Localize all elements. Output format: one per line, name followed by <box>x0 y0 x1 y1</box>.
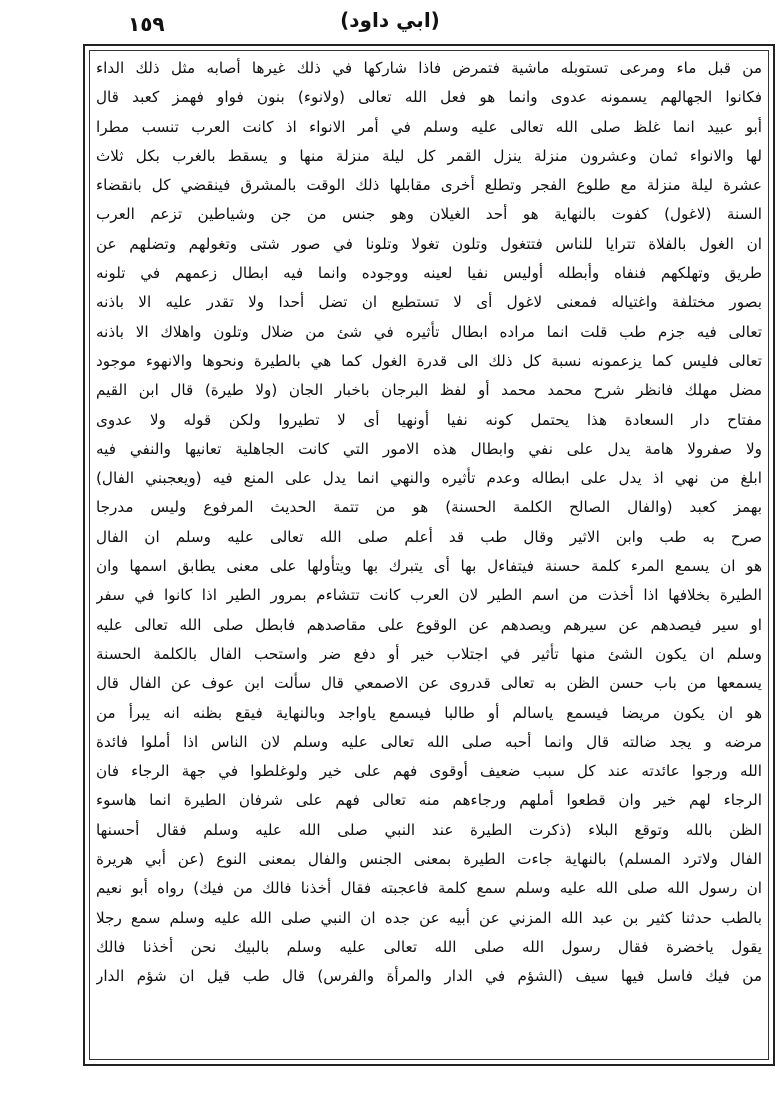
text-line: فكانوا الجهالهم يسمونه عدوى وانما هو فعل الله تعالى (ولانوء) بنون فواو فهمز كعبد قال <box>96 88 762 107</box>
text-line: الظن بالله وتوقع البلاء (ذكرت الطيرة عند النبي صلى الله عليه وسلم فقال أحسنها <box>96 820 762 839</box>
page-number: ١٥٩ <box>128 12 165 36</box>
text-line: مفتاح دار السعادة هذا يحتمل كونه نفيا أونهيا أى لا تطيروا ولكن قوله ولا عدوى <box>96 410 762 429</box>
text-line: الطيرة بخلافها اذا أخذت من اسم الطير لان العرب كانت تتشاءم بمرور الطير اذا كانوا في سفر <box>96 586 762 605</box>
running-title: (ابي داود) <box>340 8 440 32</box>
arabic-text-block <box>96 54 762 1054</box>
text-line: ابلغ من نهي اذ يدل على ابطاله وعدم تأثيره والنهي انما يدل على المنع فيه (ويعجبني الفال) <box>96 469 762 488</box>
text-line: بصور مختلفة واغتياله فمعنى لاغول أى لا تستطيع ان تضل أحدا ولا تقدر عليه الا باذنه <box>96 293 762 312</box>
text-line: مرضه و يجد ضالته قال وانما أحبه صلى الله تعالى عليه وسلم لان الناس اذا أملوا فائدة <box>96 732 762 751</box>
text-line: يسمعها من باب حسن الظن به تعالى قدروى عن الاصمعي قال سألت ابن عوف عن الفال قال <box>96 674 762 693</box>
text-line: لها والانواء ثمان وعشرون منزلة ينزل القمر كل ليلة منزلة منها و يسقط بالغرب بكل ثلاث <box>96 146 762 165</box>
text-line: صرح به طب وابن الاثير وقال طب قد أعلم صلى الله تعالى عليه وسلم ان الفال <box>96 527 762 546</box>
text-line: الرجاء لهم خير وان قطعوا أملهم ورجاءهم منه تعالى فهم على شرفان الطيرة انما هاسوء <box>96 791 762 810</box>
text-line: ان الغول بالفلاة تترايا للناس فتتغول وتلون تغولا وتلونا في صور شتى وتغولهم وتضلهم عن <box>96 234 762 253</box>
text-line: بالطب حدثنا كثير بن عبد الله المزني عن أبيه عن جده ان النبي صلى الله عليه وسلم سمع رجلا <box>96 908 762 927</box>
text-line: تعالى فليس كما يزعمونه نسبة كل ذلك الى قدرة الغول كما هي بالطيرة ونحوها والانهوء موجود <box>96 351 762 370</box>
text-line: يقول ياخضرة فقال رسول الله صلى الله تعالى عليه وسلم بالبيك نحن أخذنا فالك <box>96 937 762 956</box>
text-line: طريق وتهلكهم فنفاه وأبطله أوليس نفيا لعينه ووجوده وانما فيه ابطال زعمهم في تلونه <box>96 264 762 283</box>
text-line: السنة (لاغول) كفوت بالنهاية هو أحد الغيلان وهو جنس من جن وشياطين تزعم العرب <box>96 205 762 224</box>
text-line: ان رسول الله صلى الله عليه وسلم سمع كلمة فاعجبته فقال أخذنا فالك من فيك) رواه أبو نعيم <box>96 879 762 898</box>
text-line: الفال ولاترد المسلم) بالنهاية جاءت الطيرة بمعنى الجنس والفال بمعنى النوع (عن أبي هريرة <box>96 850 762 869</box>
text-line: هو ان يكون مريضا فيسمع ياسالم أو طالبا فيسمع ياواجد وبالنهاية فيقع بظنه انه يبرأ من <box>96 703 762 722</box>
text-line: أبو عبيد انما غلظ صلى الله تعالى عليه وسلم في أمر الانواء اذ كانت العرب تنسب مطرا <box>96 117 762 136</box>
text-line: من قبل ماء ومرعى تستوبله ماشية فتمرض فاذا شاركها في ذلك غيرها أصابه مثل ذلك الداء <box>96 59 762 77</box>
text-line: مضل مهلك فانظر شرح محمد محمد أو لفظ البرجان باخبار الجان (ولا طيرة) قال ابن القيم <box>96 381 762 400</box>
text-line: وسلم ان يكون الشئ منها تأثير في اجتلاب خير أو دفع ضر واستحب الفال بالكلمة الحسنة <box>96 644 762 663</box>
text-line: ولا صفرولا هامة يدل على نفي وابطال هذه الامور التي كانت الجاهلية تعانيها والنفي فيه <box>96 439 762 458</box>
text-line: هو ان يسمع المرء كلمة حسنة فيتفاءل بها أى يتبرك بها ويتأولها على معنى يطابق اسمها وان <box>96 557 762 576</box>
text-line: بهمز كعبد (والفال الصالح الكلمة الحسنة) هو من تتمة الحديث المرفوع وليس مدرجا <box>96 498 762 517</box>
text-line: تعالى فيه جزم طب قلت انما مراده ابطال تأثيره في شئ من ضلال وتلون واهلاك الا باذنه <box>96 322 762 341</box>
text-line: او سير فيصدهم عن سيرهم ويصدهم عن الوقوع على مقاصدهم فابطل صلى الله تعالى عليه <box>96 615 762 634</box>
text-line: عشرة ليلة منزلة مع طلوع الفجر وتطلع أخرى مقابلها ذلك الوقت بالمشرق فينقضي كل بانقضاء <box>96 176 762 195</box>
text-line: من فيك فاسل فيها سيف (الشؤم في الدار والمرأة والفرس) قال طب قيل ان شؤم الدار <box>96 967 762 986</box>
text-line: الله ورجوا عائدته عند كل سبب ضعيف أوقوى فهم على خير ولوغلطوا في جهة الرجاء فان <box>96 762 762 781</box>
